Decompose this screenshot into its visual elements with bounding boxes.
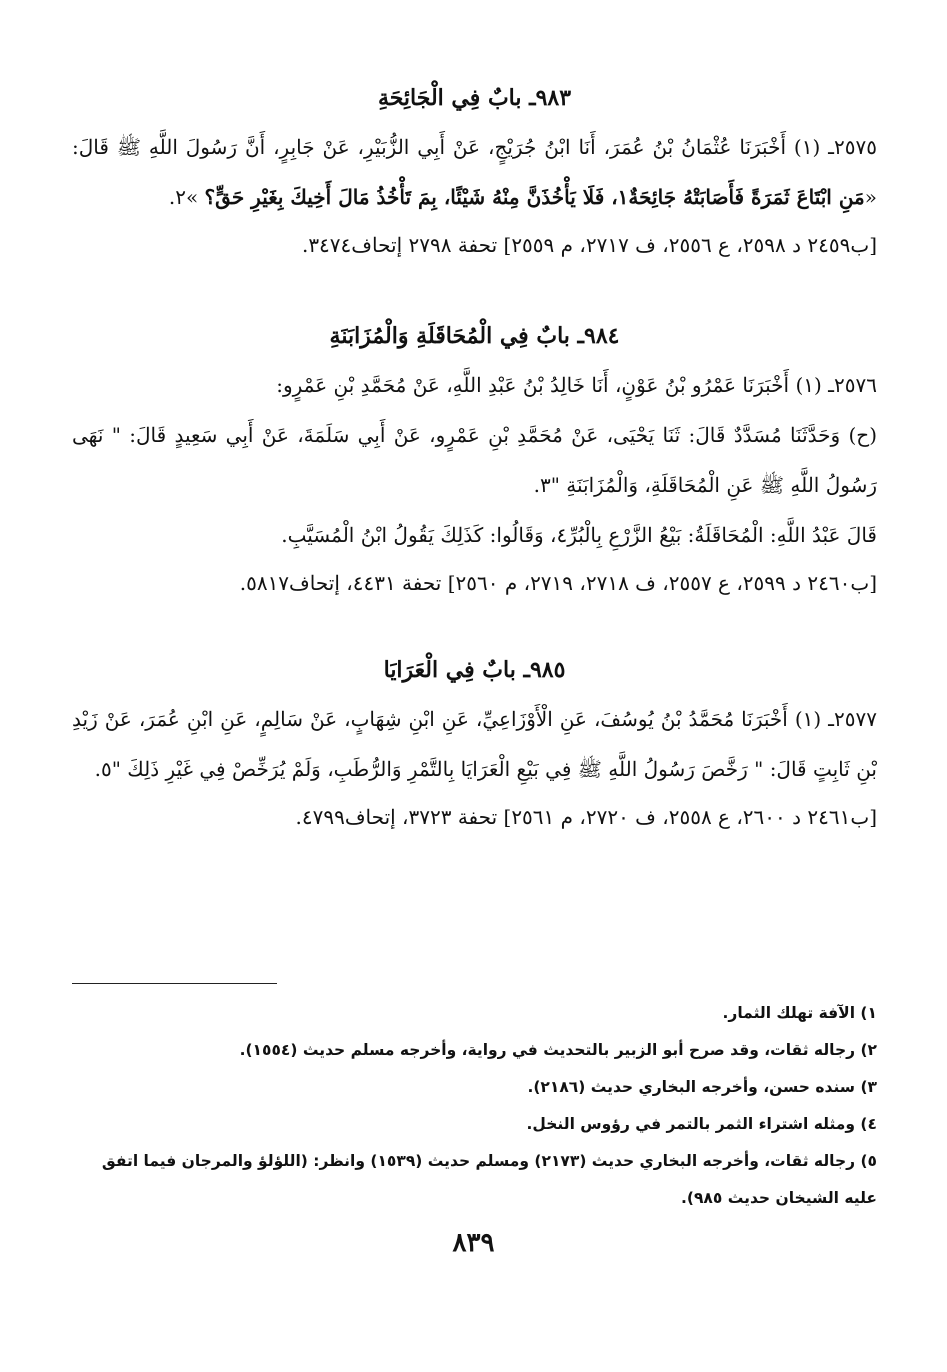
- reference-line: [ب٢٤٦٠ د ٢٥٩٩، ع ٢٥٥٧، ف ٢٧١٨، ٢٧١٩، م ٢٥٦٠] تحفة ٤٤٣١، إتحاف٥٨١٧.: [239, 571, 877, 595]
- hadith-matn: مَنِ ابْتَاعَ ثَمَرَةً فَأَصَابَتْهُ جَائِحَةٌ١، فَلَا يَأْخُذَنَّ مِنْهُ شَيْئًا، بِمَ تَأْخُذُ مَالَ أَخِيكَ بِغَيْرِ حَقٍّ؟: [204, 185, 865, 209]
- chapter-984: [72, 318, 877, 606]
- chapter-title: ٩٨٣ـ بابٌ فِي الْجَائِحَةِ: [377, 85, 572, 111]
- hadith-isnad: ٢٥٧٥ـ (١) أَخْبَرَنَا عُثْمَانُ بْنُ عُمَرَ، أَنَا ابْنُ جُرَيْجٍ، عَنْ أَبِي الزُّبَيْرِ، عَنْ جَابِرٍ، أَنَّ رَسُولَ اللَّهِ ﷺ قَالَ: «: [72, 135, 877, 209]
- footnotes: [72, 995, 877, 1217]
- page-number: ٨٣٩: [452, 1228, 495, 1258]
- footnote-divider: [72, 983, 277, 984]
- footnote-2: ٢) رجاله ثقات، وقد صرح أبو الزبير بالتحديث في رواية، وأخرجه مسلم حديث (١٥٥٤).: [239, 1041, 877, 1059]
- chapter-title: ٩٨٤ـ بابٌ فِي الْمُحَاقَلَةِ وَالْمُزَابَنَةِ: [329, 323, 620, 349]
- page-body: [72, 80, 877, 886]
- hadith-2576-commentary: قَالَ عَبْدُ اللَّهِ: الْمُحَاقَلَةُ: بَيْعُ الزَّرْعِ بِالْبُرِّ٤، وَقَالُوا: كَذَلِكَ يَقُولُ ابْنُ الْمُسَيَّبِ.: [281, 523, 877, 547]
- reference-line: [ب٢٤٥٩ د ٢٥٩٨، ع ٢٥٥٦، ف ٢٧١٧، م ٢٥٥٩] تحفة ٢٧٩٨ إتحاف٣٤٧٤.: [301, 233, 877, 257]
- hadith-2575: [72, 122, 877, 222]
- chapter-title: ٩٨٥ـ بابٌ فِي الْعَرَايَا: [383, 657, 566, 683]
- footnote-4: ٤) ومثله اشتراء الثمر بالتمر في رؤوس النخل.: [526, 1115, 877, 1133]
- hadith-2577: ٢٥٧٧ـ (١) أَخْبَرَنَا مُحَمَّدُ بْنُ يُوسُفَ، عَنِ الْأَوْزَاعِيِّ، عَنِ ابْنِ شِهَابٍ، عَنْ سَالِمٍ، عَنِ ابْنِ عُمَرَ، عَنْ زَيْدِ بْنِ ثَابِتٍ قَالَ: " رَخَّصَ رَسُولُ اللَّهِ ﷺ فِي بَيْعِ الْعَرَايَا بِالتَّمْرِ وَالرُّطَبِ، وَلَمْ يُرَخِّصْ فِي غَيْرِ ذَلِكَ "٥.: [72, 707, 877, 781]
- chapter-985: [72, 652, 877, 840]
- reference-line: [ب٢٤٦١ د ٢٦٠٠، ع ٢٥٥٨، ف ٢٧٢٠، م ٢٥٦١] تحفة ٣٧٢٣، إتحاف٤٧٩٩.: [295, 805, 877, 829]
- footnote-5: ٥) رجاله ثقات، وأخرجه البخاري حديث (٢١٧٣) ومسلم حديث (١٥٣٩) وانظر: (اللؤلؤ والمرجان فيما اتفق عليه الشيخان حديث ٩٨٥).: [101, 1152, 877, 1207]
- chapter-983: [72, 80, 877, 268]
- footnote-3: ٣) سنده حسن، وأخرجه البخاري حديث (٢١٨٦).: [527, 1078, 877, 1096]
- hadith-2576: ٢٥٧٦ـ (١) أَخْبَرَنَا عَمْرُو بْنُ عَوْنٍ، أَنَا خَالِدُ بْنُ عَبْدِ اللَّهِ، عَنْ مُحَمَّدِ بْنِ عَمْرٍو:: [276, 373, 877, 397]
- hadith-2576-second-chain: (ح) وَحَدَّثَنَا مُسَدَّدٌ قَالَ: ثَنَا يَحْيَى، عَنْ مُحَمَّدِ بْنِ عَمْرٍو، عَنْ أَبِي سَلَمَةَ، عَنْ أَبِي سَعِيدٍ قَالَ: " نَهَى رَسُولُ اللَّهِ ﷺ عَنِ الْمُحَاقَلَةِ، وَالْمُزَابَنَةِ "٣.: [72, 423, 877, 497]
- hadith-end: »٢.: [168, 185, 205, 209]
- footnote-1: ١) الآفة تهلك الثمار.: [722, 1004, 877, 1022]
